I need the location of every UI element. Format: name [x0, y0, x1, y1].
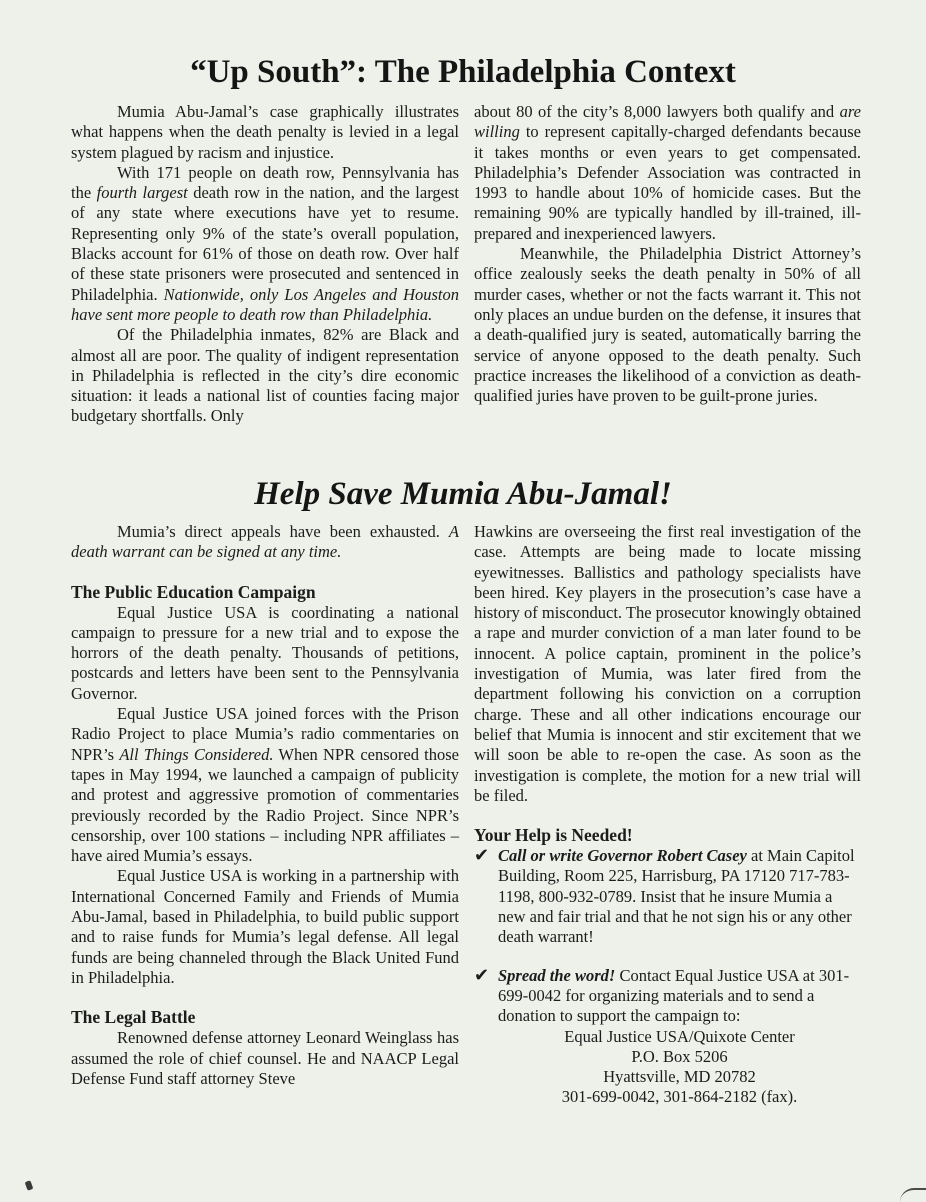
paragraph: Meanwhile, the Philadelphia District Attorney’s office zealously seeks the death penalty in 50% of all murder cases, whether or not the facts warrant it. This not only places an undue burden on the defense, it insures that a death-qualified jury is seated, automatically barring the service of anyone opposed to the death penalty. Such practice increases the likelihood of a conviction as death-qualified juries have proven to be guilt-prone juries.: [474, 244, 861, 406]
paragraph: Of the Philadelphia inmates, 82% are Black and almost all are poor. The quality of indigent representation in Philadelphia is reflected in the city’s dire economic situation: it leads a national list of counties facing major budgetary shortfalls. Only: [71, 325, 459, 426]
mailing-address: [474, 1027, 861, 1108]
paragraph: Equal Justice USA is coordinating a national campaign to pressure for a new trial and to expose the horrors of the death penalty. Thousands of petitions, postcards and letters have been sent to the Pennsylvania Governor.: [71, 602, 459, 703]
address-line: Equal Justice USA/Quixote Center: [564, 1026, 795, 1046]
paragraph: Renowned defense attorney Leonard Weinglass has assumed the role of chief counsel. He and NAACP Legal Defense Fund staff attorney Steve: [71, 1028, 459, 1088]
intro-paragraph: Mumia’s direct appeals have been exhausted. A death warrant can be signed at any time.: [71, 522, 459, 562]
action-item-call-governor: ✔ Call or write Governor Robert Casey at Main Capitol Building, Room 225, Harrisburg, PA 17120 717-783-1198, 800-932-0789. Insist that he insure Mumia a new and fair trial and that he not sign his or any other death warrant!: [474, 845, 855, 947]
checkmark-icon: ✔: [474, 845, 490, 867]
paragraph: Equal Justice USA joined forces with the Prison Radio Project to place Mumia’s radio commentaries on NPR’s All Things Considered. When NPR censored those tapes in May 1994, we launched a campaign of publicity and protest and aggressive promotion of commentaries previously recorded by the Radio Project. Since NPR’s censorship, over 100 stations – including NPR affiliates – have aired Mumia’s essays.: [71, 704, 459, 866]
subheading-legal-battle: The Legal Battle: [71, 1007, 196, 1028]
section1-left-column: [71, 102, 459, 427]
scan-speck: [25, 1180, 34, 1191]
subheading-public-education: The Public Education Campaign: [71, 581, 316, 602]
address-line: 301-699-0042, 301-864-2182 (fax).: [561, 1087, 798, 1107]
section-title-help-save: Help Save Mumia Abu-Jamal!: [254, 476, 672, 512]
paragraph: With 171 people on death row, Pennsylvania has the fourth largest death row in the nation, and the largest of any state where executions have yet to resume. Representing only 9% of the state’s overall population, Blacks account for 61% of those on death row. Over half of these state prisoners were prosecuted and sentenced in Philadelphia. Nationwide, only Los Angeles and Houston have sent more people to death row than Philadelphia.: [71, 162, 460, 324]
subheading-your-help: Your Help is Needed!: [474, 825, 633, 846]
address-line: Hyattsville, MD 20782: [603, 1067, 756, 1087]
section2-left-column: [71, 522, 459, 1089]
action-item-spread-word: ✔ Spread the word! Contact Equal Justice USA at 301-699-0042 for organizing materials and to send a donation to support the campaign to:: [474, 964, 850, 1026]
section1-right-column: [474, 102, 861, 406]
paragraph: about 80 of the city’s 8,000 lawyers both qualify and are willing to represent capitally-charged defendants because it takes months or even years to get compensated. Philadelphia’s Defender Association was contracted in 1993 to handle about 10% of homicide cases. But the remaining 90% are typically handled by ill-trained, ill-prepared and inexperienced lawyers.: [474, 102, 861, 243]
paragraph: Hawkins are overseeing the first real investigation of the case. Attempts are being made to locate missing eyewitnesses. Ballistics and pathology specialists have been hired. Key players in the prosecution’s case have a history of misconduct. The prosecutor knowingly obtained a rape and murder conviction of a man later found to be innocent. A police captain, prominent in the police’s investigation of Mumia, was later fired from the department following his conviction on a corruption charge. These and all other indications encourage our belief that Mumia is innocent and stir excitement that we will soon be able to re-open the case. As soon as the investigation is complete, the motion for a new trial will be filed.: [474, 522, 861, 805]
section2-right-column: [474, 522, 861, 1108]
paragraph: Mumia Abu-Jamal’s case graphically illustrates what happens when the death penalty is levied in a legal system plagued by racism and injustice.: [71, 102, 459, 162]
checkmark-icon: ✔: [474, 964, 490, 986]
paragraph: Equal Justice USA is working in a partnership with International Concerned Family and Friends of Mumia Abu-Jamal, based in Philadelphia, to build public support and to raise funds for Mumia’s legal defense. All legal funds are being channeled through the Black United Fund in Philadelphia.: [71, 866, 459, 987]
address-line: P.O. Box 5206: [631, 1046, 728, 1066]
section-title-philadelphia-context: “Up South”: The Philadelphia Context: [190, 54, 736, 90]
